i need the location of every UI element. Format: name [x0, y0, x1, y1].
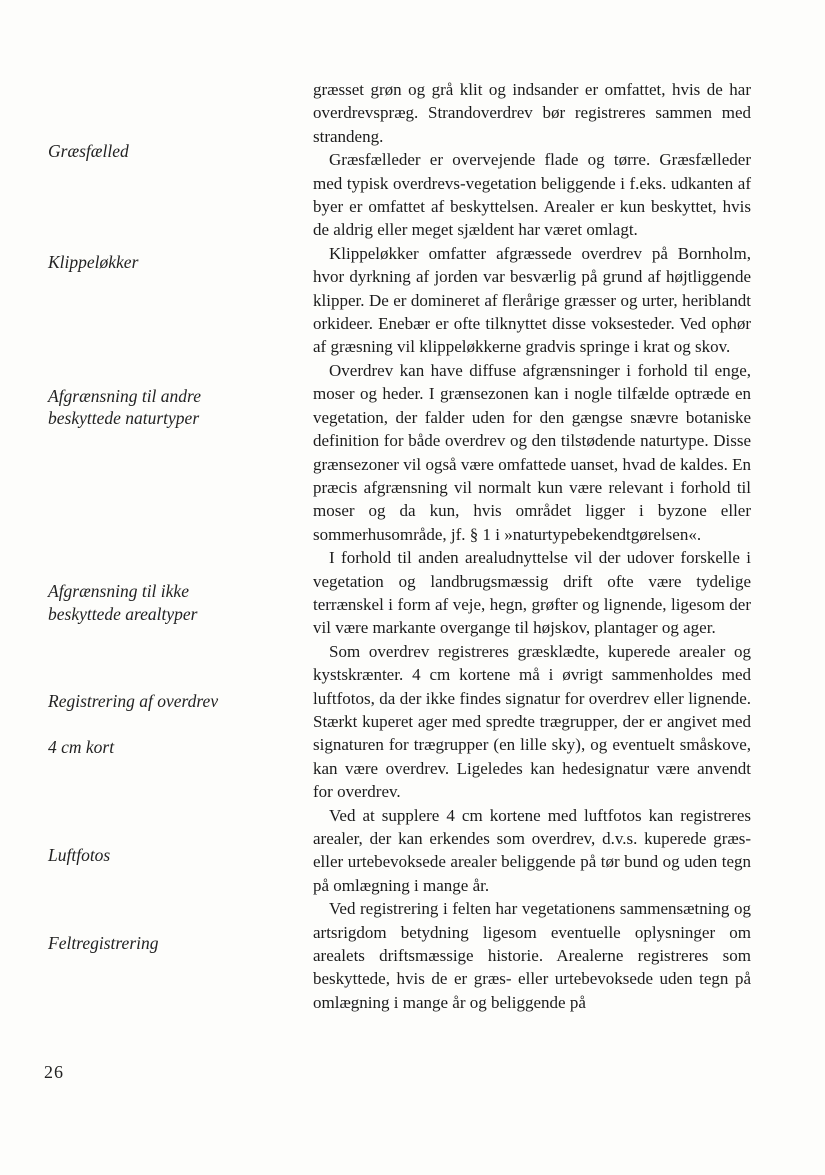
paragraph: græsset grøn og grå klit og indsander er omfattet, hvis de har overdrevspræg. Strandoverdrev bør registreres sammen med strandeng.: [313, 80, 751, 146]
paragraph: Ved registrering i felten har vegetationens sammensætning og artsrigdom betydning ligesom eventuelle oplysninger om arealets driftsmæssige historie. Arealerne registreres som beskyttede, hvis de er græs- eller urtebevoksede uden tegn på omlægning i mange år og beliggende på: [313, 899, 751, 1012]
margin-note-afgraensning-ikke-2: beskyttede arealtyper: [48, 604, 198, 624]
margin-note-registrering: Registrering af overdrev: [48, 691, 219, 711]
paragraph: Klippeløkker omfatter afgræssede overdrev på Bornholm, hvor dyrkning af jorden var besværlig på grund af højtliggende klipper. De er domineret af flerårige græsser og urter, heriblandt orkideer. Enebær er ofte tilknyttet disse voksesteder. Ved ophør af græsning vil klippeløkkerne gradvis springe i krat og skov.: [313, 243, 751, 357]
margin-note-feltregistrering: Feltregistrering: [48, 933, 159, 953]
body-text: [313, 78, 751, 1014]
margin-note-klippeloekker: Klippeløkker: [48, 252, 139, 272]
paragraph: Som overdrev registreres græsklædte, kuperede arealer og kystskrænter. 4 cm kortene må i øvrigt sammenholdes med luftfotos, da der ikke findes signatur for overdrev eller lignende. Stærkt kuperet ager med spredte trægrupper, der er angivet med signaturen for trægrupper (en lille sky), og eventuelt småskove, kan være overdrev. Ligeledes kan hedesignatur være anvendt for overdrev.: [313, 641, 751, 802]
paragraph: Græsfælleder er overvejende flade og tørre. Græsfælleder med typisk overdrevs-vegetation beliggende i f.eks. udkanten af byer er omfattet af beskyttelsen. Arealer er kun beskyttet, hvis de aldrig eller meget sjældent har været omlagt.: [313, 150, 751, 240]
margin-note-afgraensning-andre-2: beskyttede naturtyper: [48, 408, 200, 428]
margin-note-luftfotos: Luftfotos: [48, 845, 111, 865]
paragraph: Overdrev kan have diffuse afgrænsninger i forhold til enge, moser og heder. I grænsezonen kan i nogle tilfælde optræde en vegetation, der falder uden for den gængse snævre botaniske definition for både overdrev og den tilstødende naturtype. Disse grænsezoner vil også være omfattede uanset, hvad de kaldes. En præcis afgrænsning vil normalt kun være relevant i forhold til moser og da kun, hvis området ligger i byzone eller sommerhusområde, jf. § 1 i »naturtypebekendtgørelsen«.: [313, 360, 751, 544]
page-number: 26: [44, 1062, 64, 1082]
margin-note-afgraensning-andre-1: Afgrænsning til andre: [48, 386, 201, 406]
margin-note-4cm-kort: 4 cm kort: [48, 737, 115, 757]
paragraph: Ved at supplere 4 cm kortene med luftfotos kan registreres arealer, der kan erkendes som overdrev, d.v.s. kuperede græs- eller urtebevoksede arealer beliggende på tør bund og uden tegn på omlægning i mange år.: [313, 805, 751, 895]
margin-note-graesfaelled: Græsfælled: [48, 141, 129, 161]
margin-note-afgraensning-ikke-1: Afgrænsning til ikke: [48, 581, 189, 601]
paragraph: I forhold til anden arealudnyttelse vil der udover forskelle i vegetation og landbrugsmæssig drift ofte være tydelige terrænskel i form af veje, hegn, grøfter og lignende, ligesom der vil være markante overgange til højskov, plantager og ager.: [313, 548, 751, 638]
